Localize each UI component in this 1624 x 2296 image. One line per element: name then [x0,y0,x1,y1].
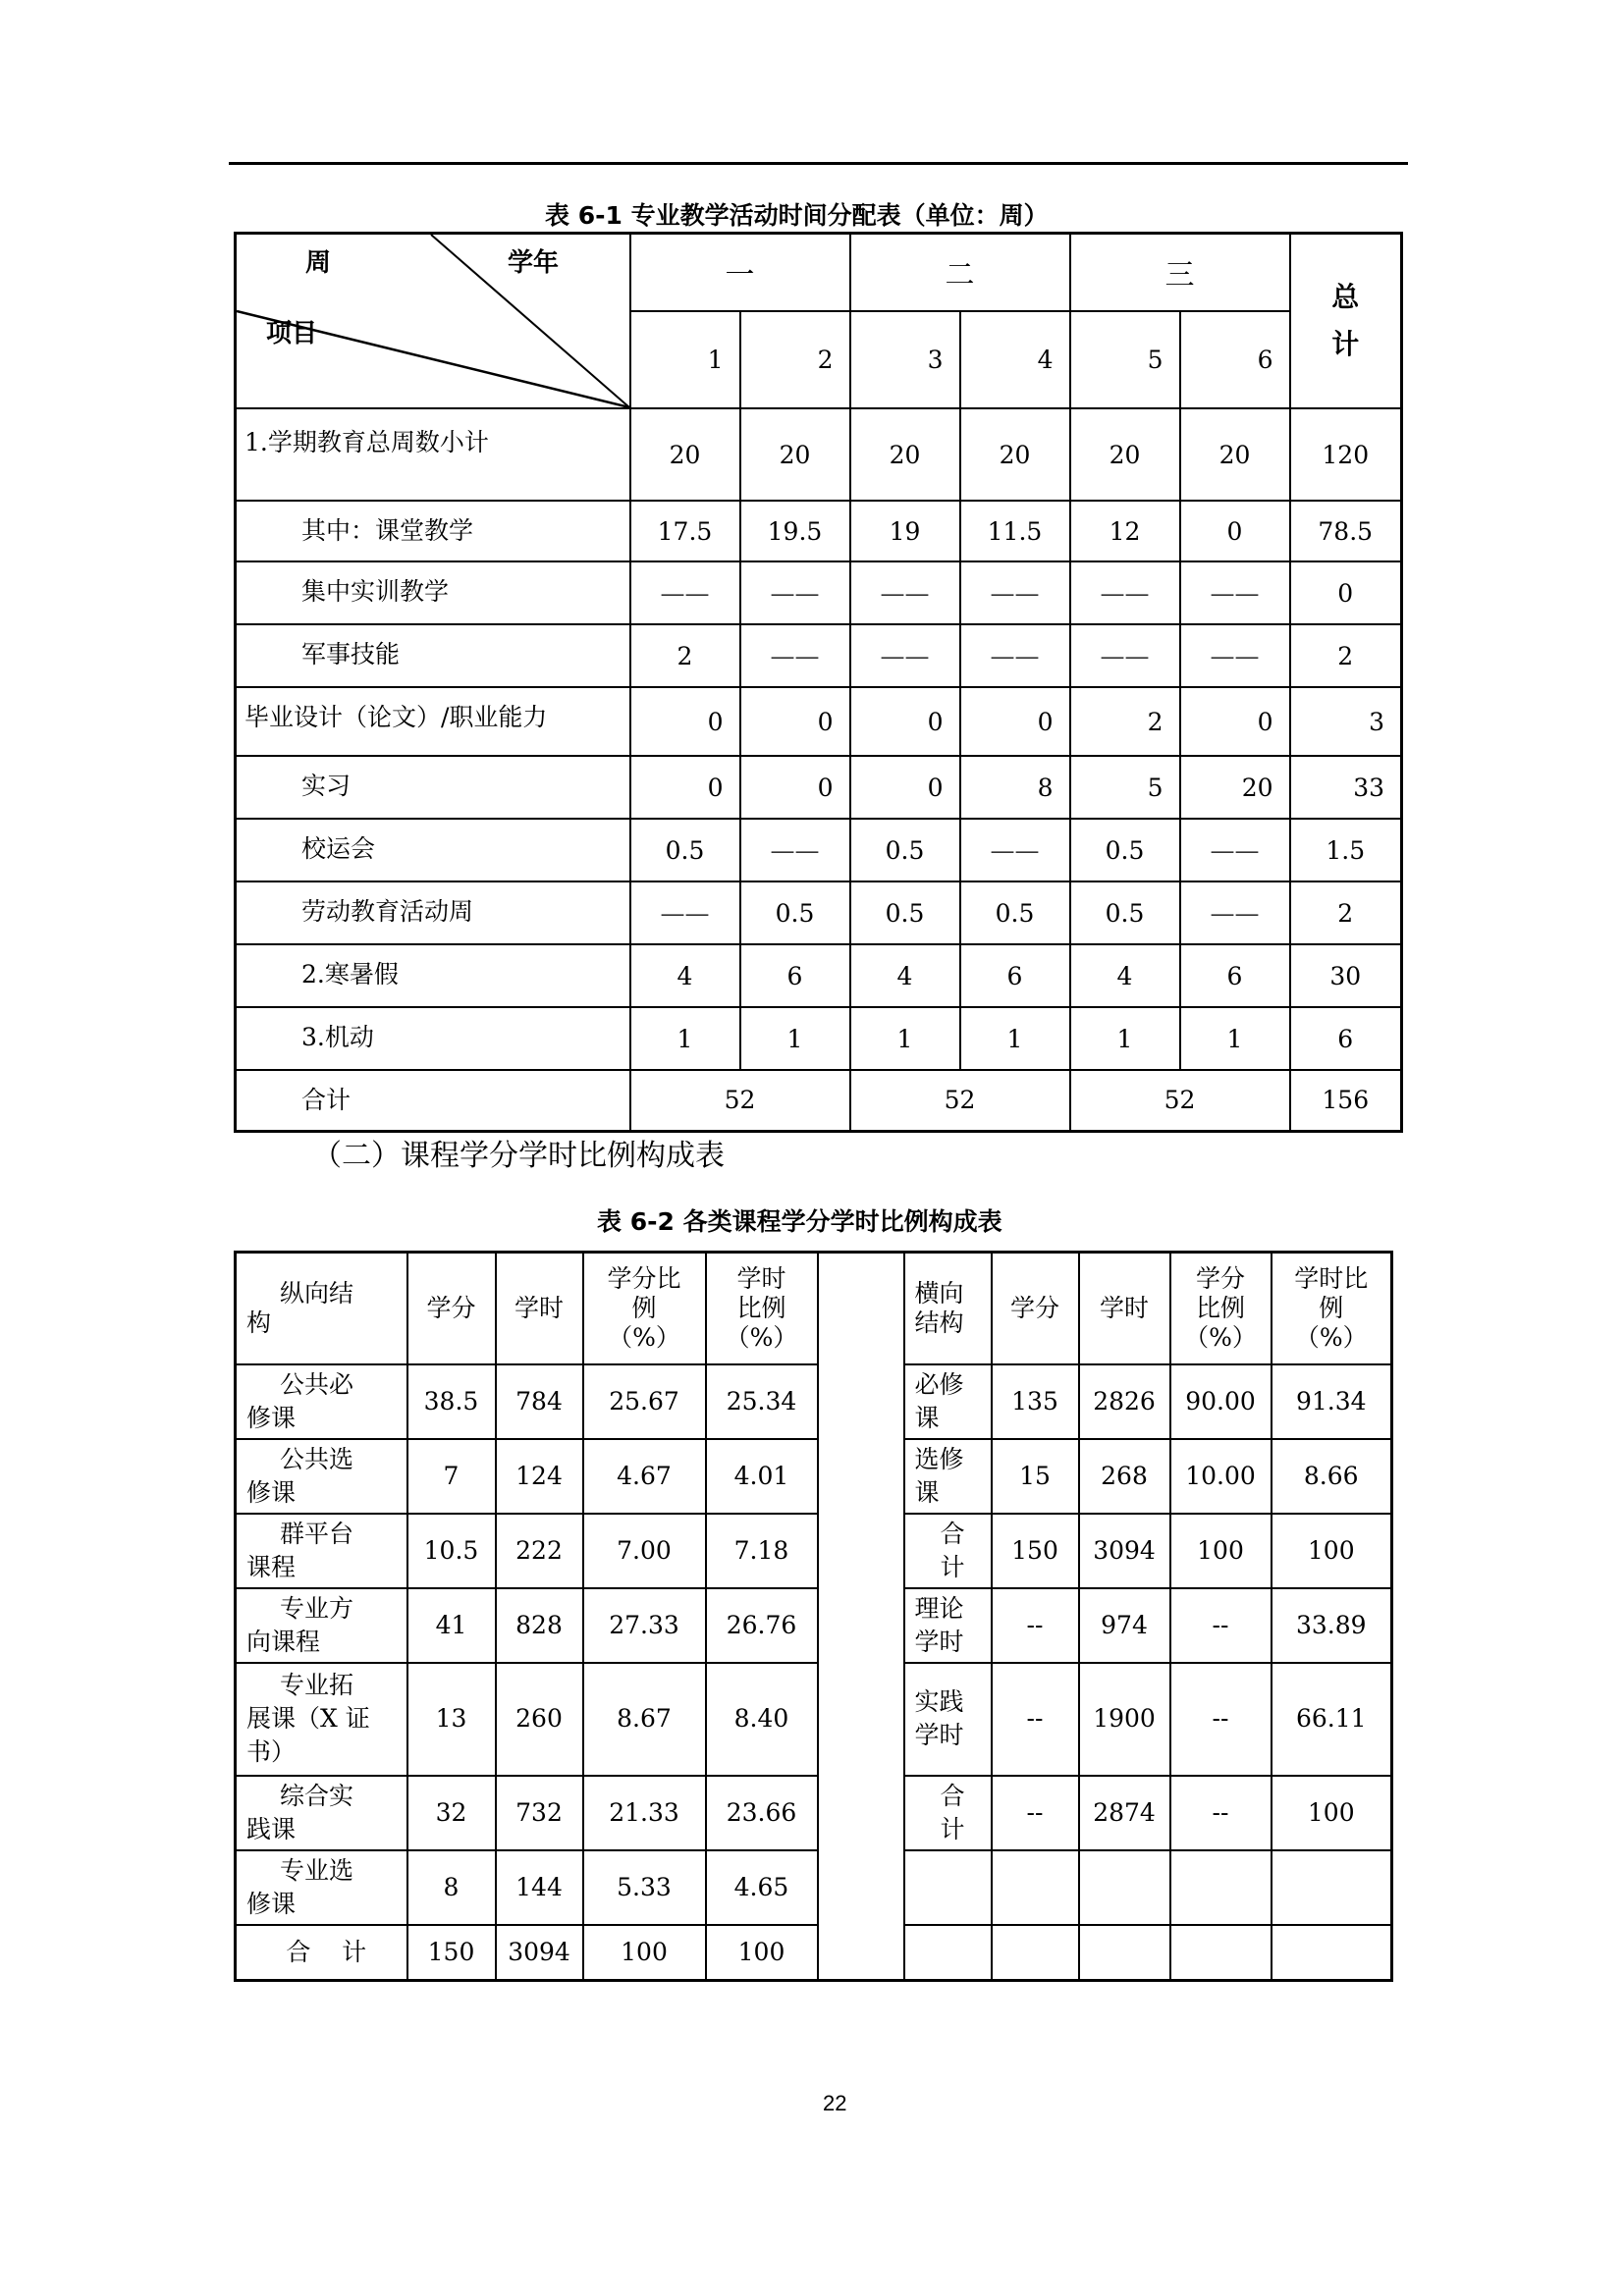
semester-value: 4 [630,944,740,1007]
table-row [236,561,1402,624]
left-hours: 732 [496,1776,583,1850]
row-total: 2 [1290,881,1402,944]
name-line: 专业选 [280,1855,354,1885]
right-hour-ratio: 8.66 [1272,1439,1392,1514]
semester-value: 0 [850,756,960,819]
sum-label: 合计 [236,1070,630,1131]
name-line: 实践 [914,1687,964,1716]
header-line: 学分 [1195,1263,1245,1293]
right-credit-ratio: 90.00 [1170,1364,1272,1439]
left-credit-ratio: 7.00 [583,1514,706,1588]
left-hour-ratio: 100 [706,1925,818,1981]
semester-value: 0.5 [1070,881,1180,944]
row-total: 30 [1290,944,1402,1007]
row-label: 集中实训教学 [236,561,630,624]
table-row [236,944,1402,1007]
right-hour-ratio: 91.34 [1272,1364,1392,1439]
right-hour-ratio: 100 [1272,1776,1392,1850]
name-line: 课 [914,1403,940,1432]
row-total: 2 [1290,624,1402,687]
semester-value: —— [740,561,850,624]
semester-value: —— [960,819,1070,881]
right-credits: 135 [992,1364,1079,1439]
table-row [236,501,1402,561]
right-hour-ratio: 33.89 [1272,1588,1392,1663]
right-credit-ratio [1170,1925,1272,1981]
row-label: 1.学期教育总周数小计 [236,408,630,501]
year-total: 52 [630,1070,850,1131]
header-line: （%） [1184,1322,1257,1352]
left-hours: 784 [496,1364,583,1439]
right-hours: 2826 [1079,1364,1170,1439]
left-hour-ratio: 4.01 [706,1439,818,1514]
row-total: 6 [1290,1007,1402,1070]
right-hours-header: 学时 [1079,1253,1170,1364]
section-heading: （二）课程学分学时比例构成表 [312,1139,725,1173]
row-label: 其中：课堂教学 [236,501,630,561]
table-row [236,1588,1392,1663]
header-line: 结构 [914,1308,964,1337]
semester-value: 1 [1180,1007,1290,1070]
left-structure-name [236,1588,407,1663]
left-hour-ratio-header [706,1253,818,1364]
right-hour-ratio [1272,1850,1392,1925]
right-hour-ratio-header [1272,1253,1392,1364]
header-rule [229,162,1408,165]
semester-value: 1 [630,1007,740,1070]
right-credit-ratio: -- [1170,1663,1272,1776]
semester-value: —— [630,881,740,944]
semester-value: 0.5 [630,819,740,881]
name-line: 合 [940,1781,965,1810]
semester-value: 0 [740,756,850,819]
name-line: 必修 [914,1369,964,1399]
left-credit-ratio: 4.67 [583,1439,706,1514]
name-line: 修课 [246,1403,297,1432]
left-credit-ratio-header [583,1253,706,1364]
semester-value: 20 [740,408,850,501]
spacer-column [818,1253,904,1981]
header-line: 比例 [1195,1293,1245,1322]
semester-value: 2 [1070,687,1180,756]
year-total: 52 [1070,1070,1290,1131]
left-credits: 41 [407,1588,496,1663]
semester-value: 0 [1180,501,1290,561]
corner-header-cell [236,234,630,409]
left-hour-ratio: 7.18 [706,1514,818,1588]
right-structure-name [904,1925,992,1981]
row-total: 120 [1290,408,1402,501]
grand-total: 156 [1290,1070,1402,1131]
right-structure-name [904,1588,992,1663]
row-label: 毕业设计（论文）/职业能力 [236,687,630,756]
right-structure-name [904,1364,992,1439]
name-line: 合 计 [286,1937,367,1966]
semester-header: 4 [960,311,1070,408]
semester-value: 4 [850,944,960,1007]
left-hours-header: 学时 [496,1253,583,1364]
name-line: 专业拓 [280,1671,354,1699]
table-row [236,1007,1402,1070]
row-label: 校运会 [236,819,630,881]
left-hour-ratio: 8.40 [706,1663,818,1776]
table-row [236,1925,1392,1981]
row-total: 78.5 [1290,501,1402,561]
name-line: 计 [940,1552,965,1581]
left-credits: 150 [407,1925,496,1981]
name-line: 展课（X 证 [246,1704,370,1733]
right-hour-ratio: 100 [1272,1514,1392,1588]
right-hours: 1900 [1079,1663,1170,1776]
right-credits: -- [992,1588,1079,1663]
year-header-2: 二 [850,234,1070,311]
row-label: 实习 [236,756,630,819]
row-total: 3 [1290,687,1402,756]
right-structure-name [904,1663,992,1776]
header-line: （%） [608,1322,680,1352]
semester-value: 12 [1070,501,1180,561]
right-credits-header: 学分 [992,1253,1079,1364]
right-hour-ratio [1272,1925,1392,1981]
semester-value: 1 [850,1007,960,1070]
table-teaching-time-allocation [234,232,1403,1133]
semester-value: —— [740,819,850,881]
left-structure-name [236,1850,407,1925]
semester-value: 0 [740,687,850,756]
semester-value: —— [1180,624,1290,687]
sum-row [236,1070,1402,1131]
left-hour-ratio: 26.76 [706,1588,818,1663]
right-hours: 974 [1079,1588,1170,1663]
semester-value: 20 [1070,408,1180,501]
table-credit-hour-ratio [234,1251,1393,1982]
semester-value: 0.5 [850,819,960,881]
left-structure-name [236,1776,407,1850]
name-line: 选修 [914,1444,964,1473]
left-credit-ratio: 21.33 [583,1776,706,1850]
right-structure-name [904,1514,992,1588]
semester-value: 20 [850,408,960,501]
right-credits: 15 [992,1439,1079,1514]
name-line: 课程 [246,1552,297,1581]
left-structure-header-line2: 构 [246,1308,272,1337]
row-label: 军事技能 [236,624,630,687]
header-line: 比例 [736,1293,786,1322]
table-row [236,756,1402,819]
table-row [236,881,1402,944]
semester-value: 6 [740,944,850,1007]
name-line: 群平台 [280,1519,354,1548]
left-hour-ratio: 4.65 [706,1850,818,1925]
table-row [236,408,1402,501]
right-credit-ratio: 10.00 [1170,1439,1272,1514]
corner-year-label: 学年 [508,248,560,278]
semester-value: 0 [630,687,740,756]
right-hours [1079,1925,1170,1981]
table-row [236,1776,1392,1850]
left-credits: 8 [407,1850,496,1925]
grand-total-header [1290,234,1402,409]
semester-value: —— [1070,624,1180,687]
semester-value: —— [740,624,850,687]
left-structure-name [236,1364,407,1439]
semester-value: 6 [960,944,1070,1007]
right-credit-ratio: 100 [1170,1514,1272,1588]
table-row [236,687,1402,756]
left-structure-header [236,1253,407,1364]
semester-value: 4 [1070,944,1180,1007]
semester-value: 2 [630,624,740,687]
right-credits: -- [992,1776,1079,1850]
semester-value: —— [960,624,1070,687]
right-credit-ratio: -- [1170,1776,1272,1850]
header-line: 例 [1319,1293,1344,1322]
left-hours: 222 [496,1514,583,1588]
semester-value: —— [1180,561,1290,624]
semester-value: —— [1180,819,1290,881]
grand-total-header-line2: 计 [1331,328,1360,360]
table-row [236,1514,1392,1588]
name-line: 专业方 [280,1593,354,1623]
name-line: 学时 [914,1721,964,1749]
left-credit-ratio: 27.33 [583,1588,706,1663]
left-structure-name [236,1439,407,1514]
semester-value: 1 [960,1007,1070,1070]
page-number: 22 [823,2091,847,2115]
header-line: （%） [725,1322,798,1352]
row-total: 0 [1290,561,1402,624]
left-credits: 7 [407,1439,496,1514]
left-credit-ratio: 25.67 [583,1364,706,1439]
name-line: 公共选 [280,1444,354,1473]
name-line: 公共必 [280,1369,354,1399]
table-row [236,1663,1392,1776]
semester-value: 0 [630,756,740,819]
semester-value: —— [960,561,1070,624]
semester-value: 1 [740,1007,850,1070]
semester-value: —— [630,561,740,624]
semester-value: 8 [960,756,1070,819]
right-structure-header [904,1253,992,1364]
left-structure-header-line1: 纵向结 [280,1278,354,1308]
semester-value: 0 [850,687,960,756]
semester-value: 20 [630,408,740,501]
corner-week-label: 周 [305,248,332,278]
right-credit-ratio [1170,1850,1272,1925]
left-hours: 144 [496,1850,583,1925]
corner-item-label: 项目 [266,319,318,348]
right-credits: 150 [992,1514,1079,1588]
semester-header: 1 [630,311,740,408]
left-credits: 10.5 [407,1514,496,1588]
semester-value: 0.5 [1070,819,1180,881]
year-header-1: 一 [630,234,850,311]
left-hours: 3094 [496,1925,583,1981]
semester-value: 20 [1180,756,1290,819]
semester-value: 0.5 [740,881,850,944]
right-credits: -- [992,1663,1079,1776]
header-line: 学时比 [1294,1263,1369,1293]
table-row [236,1850,1392,1925]
right-structure-name [904,1850,992,1925]
semester-header: 3 [850,311,960,408]
row-label: 劳动教育活动周 [236,881,630,944]
left-hours: 828 [496,1588,583,1663]
name-line: 修课 [246,1477,297,1507]
row-label: 2.寒暑假 [236,944,630,1007]
grand-total-header-line1: 总 [1331,281,1360,313]
right-hours: 3094 [1079,1514,1170,1588]
semester-value: —— [1180,881,1290,944]
right-credits [992,1850,1079,1925]
right-hours: 2874 [1079,1776,1170,1850]
semester-value: —— [850,624,960,687]
semester-value: 20 [960,408,1070,501]
right-hour-ratio: 66.11 [1272,1663,1392,1776]
semester-value: 19 [850,501,960,561]
left-structure-name [236,1663,407,1776]
header-line: （%） [1294,1322,1368,1352]
row-total: 1.5 [1290,819,1402,881]
table-row [236,819,1402,881]
semester-header: 2 [740,311,850,408]
left-credit-ratio: 8.67 [583,1663,706,1776]
semester-value: —— [1070,561,1180,624]
name-line: 理论 [914,1593,964,1623]
table-row [236,1364,1392,1439]
semester-header: 5 [1070,311,1180,408]
name-line: 合 [940,1519,965,1548]
semester-value: 0 [960,687,1070,756]
name-line: 综合实 [280,1781,354,1810]
semester-value: 19.5 [740,501,850,561]
row-total: 33 [1290,756,1402,819]
left-credits: 13 [407,1663,496,1776]
name-line: 计 [940,1814,965,1843]
semester-value: 5 [1070,756,1180,819]
left-credits: 32 [407,1776,496,1850]
left-hour-ratio: 23.66 [706,1776,818,1850]
name-line: 课 [914,1477,940,1507]
table2-caption: 表 6-2 各类课程学分学时比例构成表 [597,1207,1002,1236]
name-line: 书） [246,1737,297,1766]
right-credits [992,1925,1079,1981]
semester-header: 6 [1180,311,1290,408]
table1-caption: 表 6-1 专业教学活动时间分配表（单位：周） [545,201,1049,230]
table-row [236,624,1402,687]
semester-value: 1 [1070,1007,1180,1070]
semester-value: 0 [1180,687,1290,756]
right-structure-name [904,1439,992,1514]
left-credit-ratio: 100 [583,1925,706,1981]
semester-value: 0.5 [850,881,960,944]
right-hours: 268 [1079,1439,1170,1514]
name-line: 修课 [246,1889,297,1918]
semester-value: 11.5 [960,501,1070,561]
year-header-3: 三 [1070,234,1290,311]
header-line: 学分比 [607,1263,681,1293]
semester-value: 6 [1180,944,1290,1007]
left-credits: 38.5 [407,1364,496,1439]
left-structure-name [236,1925,407,1981]
header-line: 横向 [914,1278,964,1308]
right-hours [1079,1850,1170,1925]
left-hours: 260 [496,1663,583,1776]
semester-value: —— [850,561,960,624]
left-credits-header: 学分 [407,1253,496,1364]
year-total: 52 [850,1070,1070,1131]
row-label: 3.机动 [236,1007,630,1070]
left-credit-ratio: 5.33 [583,1850,706,1925]
header-line: 例 [631,1293,657,1322]
name-line: 践课 [246,1814,297,1843]
left-structure-name [236,1514,407,1588]
semester-value: 20 [1180,408,1290,501]
name-line: 向课程 [246,1627,321,1656]
header-line: 学时 [736,1263,786,1293]
right-credit-ratio-header [1170,1253,1272,1364]
name-line: 学时 [914,1627,964,1656]
semester-value: 17.5 [630,501,740,561]
left-hour-ratio: 25.34 [706,1364,818,1439]
right-structure-name [904,1776,992,1850]
semester-value: 0.5 [960,881,1070,944]
table-row [236,1439,1392,1514]
left-hours: 124 [496,1439,583,1514]
right-credit-ratio: -- [1170,1588,1272,1663]
